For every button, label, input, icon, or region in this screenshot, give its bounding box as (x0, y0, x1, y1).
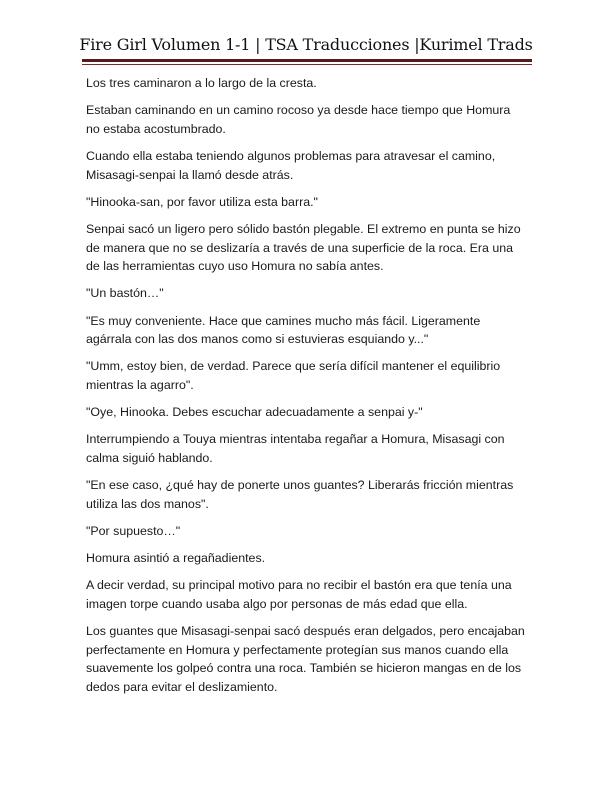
body-text (86, 74, 526, 705)
paragraph: Interrumpiendo a Touya mientras intentaba regañar a Homura, Misasagi con calma siguió hablando. (86, 432, 505, 465)
paragraph: "Por supuesto…" (86, 523, 181, 538)
header-rule-thin (82, 64, 532, 65)
paragraph: "Umm, estoy bien, de verdad. Parece que sería difícil mantener el equilibrio mientras la agarro". (86, 359, 501, 392)
header-rule-thick (82, 59, 532, 62)
paragraph: Los guantes que Misasagi-senpai sacó después eran delgados, pero encajaban perfectamente en Homura y perfectamente protegían sus manos cuando ella suavemente los golpeó contra una roca. También se hicieron mangas en de los dedos para evitar el deslizamiento. (86, 623, 525, 694)
paragraph: Cuando ella estaba teniendo algunos problemas para atravesar el camino, Misasagi-senpai la llamó desde atrás. (86, 148, 496, 182)
paragraph: Senpai sacó un ligero pero sólido bastón plegable. El extremo en punta se hizo de manera que no se deslizaría a través de una superficie de la roca. Era una de las herramientas cuyo uso Homura no sabía antes. (86, 221, 521, 274)
paragraph: "Hinooka-san, por favor utiliza esta barra." (86, 194, 318, 209)
paragraph: "Oye, Hinooka. Debes escuchar adecuadamente a senpai y-" (86, 405, 423, 420)
paragraph: Estaban caminando en un camino rocoso ya desde hace tiempo que Homura no estaba acostumbrado. (86, 103, 511, 136)
paragraph: Los tres caminaron a lo largo de la cresta. (86, 76, 317, 90)
page-header-title: Fire Girl Volumen 1-1 | TSA Traducciones |Kurimel Trads (79, 35, 533, 54)
paragraph: A decir verdad, su principal motivo para no recibir el bastón era que tenía una imagen torpe cuando usaba algo por personas de más edad que ella. (86, 578, 512, 611)
paragraph: Homura asintió a regañadientes. (86, 551, 266, 565)
paragraph: "Es muy conveniente. Hace que camines mucho más fácil. Ligeramente agárrala con las dos manos como si estuvieras esquiando y..." (86, 313, 481, 347)
paragraph: "En ese caso, ¿qué hay de ponerte unos guantes? Liberarás fricción mientras utiliza las dos manos". (86, 478, 514, 511)
paragraph: "Un bastón…" (86, 286, 164, 301)
